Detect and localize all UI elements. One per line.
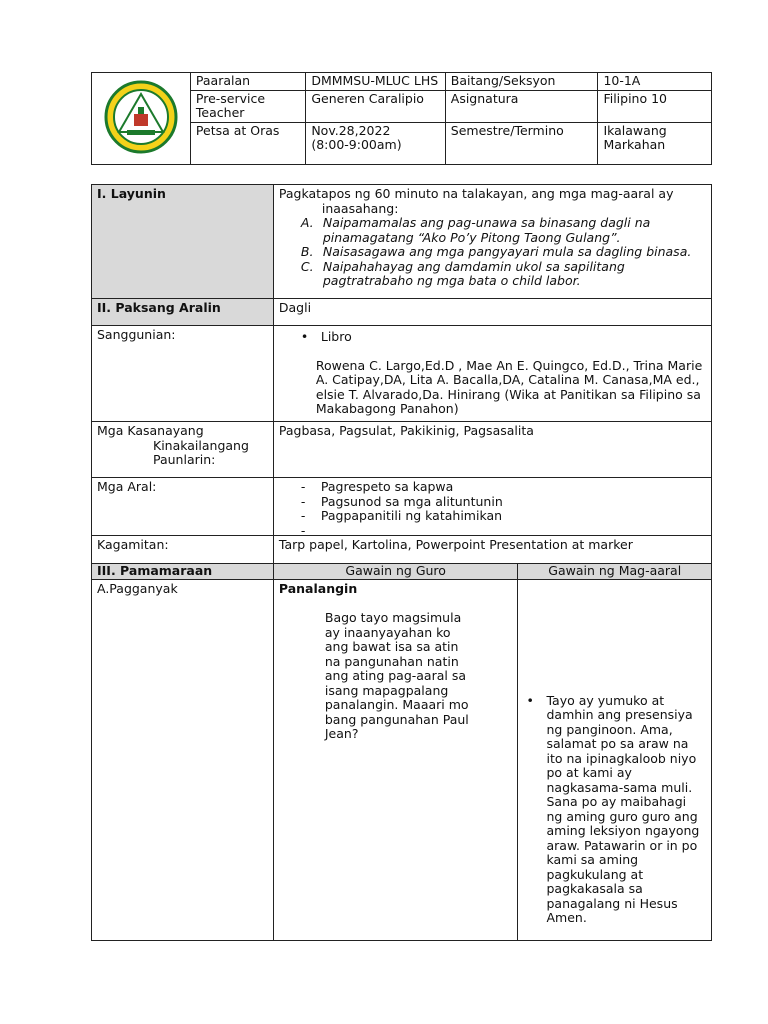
layunin-title: I. Layunin bbox=[92, 185, 274, 299]
pagganyak-guro bbox=[273, 579, 518, 940]
sanggunian-text: Rowena C. Largo,Ed.D , Mae An E. Quingco, Ed.D., Trina Marie A. Catipay,DA, Lita A. Bacalla,DA, Catalina M. Canasa,MA ed., elsie T. Alvarado,Da. Hinirang (Wika at Panitikan sa Filipino sa Makabagong Panahon) bbox=[315, 357, 703, 416]
layunin-intro: Pagkatapos ng 60 minuto na talakayan, ang mga mag-aaral ay bbox=[278, 186, 674, 201]
pamamaraan-title: III. Pamamaraan bbox=[92, 564, 274, 580]
panalangin-heading: Panalangin bbox=[278, 580, 358, 596]
value-baitang: 10-1A bbox=[598, 73, 712, 91]
list-item: - Pagsunod sa mga alituntunin bbox=[300, 493, 503, 509]
magaaral-list bbox=[523, 694, 706, 926]
layunin-content bbox=[273, 185, 711, 299]
paksa-value: Dagli bbox=[273, 299, 711, 326]
aral-list: - Pagrespeto sa kapwa - Pagsunod sa mga alituntunin - Pagpapanitili ng katahimikan - bbox=[279, 480, 706, 524]
list-item: - Pagrespeto sa kapwa bbox=[300, 479, 454, 494]
aral-content bbox=[273, 478, 711, 536]
label-asignatura: Asignatura bbox=[445, 90, 598, 122]
label-teacher: Pre-service Teacher bbox=[190, 90, 305, 122]
label-petsa: Petsa at Oras bbox=[190, 122, 305, 164]
value-asignatura: Filipino 10 bbox=[598, 90, 712, 122]
layunin-item: C. Naipahahayag ang damdamin ukol sa sapilitang pagtratrabaho ng mga bata o child labor. bbox=[300, 258, 625, 288]
value-time: (8:00-9:00am) bbox=[311, 137, 402, 152]
sanggunian-title: Sanggunian: bbox=[92, 326, 274, 422]
pagganyak-title: A.Pagganyak bbox=[92, 579, 274, 940]
kasanayan-title-line3: Paunlarin: bbox=[153, 452, 216, 467]
label-paaralan: Paaralan bbox=[190, 73, 305, 91]
value-date: Nov.28,2022 bbox=[311, 122, 391, 138]
list-item: - Pagpapanitili ng katahimikan bbox=[300, 508, 503, 523]
aral-title: Mga Aral: bbox=[92, 478, 274, 536]
school-logo bbox=[92, 73, 191, 165]
guro-text: Bago tayo magsimula ay inaanyayahan ko ang bawat isa sa atin na pangunahan natin ang ating pag-aaral sa isang mapagpalang panalangin. Maaari mo bang pangunahan Paul Jean? bbox=[324, 610, 469, 741]
kasanayan-title-line1: Mga Kasanayang bbox=[97, 423, 204, 438]
sanggunian-list bbox=[279, 330, 706, 345]
layunin-intro2: inaasahang: bbox=[321, 200, 399, 216]
school-seal-icon bbox=[101, 80, 181, 154]
col-header-magaaral: Gawain ng Mag-aaral bbox=[518, 564, 712, 580]
list-item: • Tayo ay yumuko at damhin ang presensiya ng panginoon. Ama, salamat po sa araw na ito na ipinagkaloob niyo po at kami ay nagkasama-sama muli. Sana po ay maibahagi ng aming guro guro ang aming leksiyon ngayong araw. Patawarin or in po kami sa aming pagkukulang at pagkakasala sa panagalang ni Hesus Amen. bbox=[526, 692, 700, 925]
value-semestre: Ikalawang Markahan bbox=[598, 122, 712, 164]
paksa-title: II. Paksang Aralin bbox=[92, 299, 274, 326]
label-baitang: Baitang/Seksyon bbox=[445, 73, 598, 91]
kasanayan-title bbox=[92, 422, 274, 478]
kasanayan-value: Pagbasa, Pagsulat, Pakikinig, Pagsasalita bbox=[273, 422, 711, 478]
col-header-guro: Gawain ng Guro bbox=[273, 564, 518, 580]
header-table bbox=[91, 72, 712, 165]
lesson-plan-table bbox=[91, 184, 712, 941]
pagganyak-magaaral bbox=[518, 579, 712, 940]
layunin-item: B. Naisasagawa ang mga pangyayari mula sa dagling binasa. bbox=[300, 244, 692, 259]
label-semestre: Semestre/Termino bbox=[445, 122, 598, 164]
kasanayan-title-line2: Kinakailangang bbox=[153, 437, 249, 453]
sanggunian-content bbox=[273, 326, 711, 422]
kagamitan-title: Kagamitan: bbox=[92, 536, 274, 564]
list-item: • Libro bbox=[300, 329, 352, 344]
value-petsa bbox=[306, 122, 445, 164]
value-teacher: Generen Caralipio bbox=[306, 90, 445, 122]
kagamitan-value: Tarp papel, Kartolina, Powerpoint Presentation at marker bbox=[273, 536, 711, 564]
layunin-list bbox=[279, 216, 706, 289]
layunin-item: A. Naipamamalas ang pag-unawa sa binasang dagli na pinamagatang “Ako Po’y Pitong Taong Gulang”. bbox=[300, 215, 651, 245]
value-paaralan: DMMMSU-MLUC LHS bbox=[306, 73, 445, 91]
